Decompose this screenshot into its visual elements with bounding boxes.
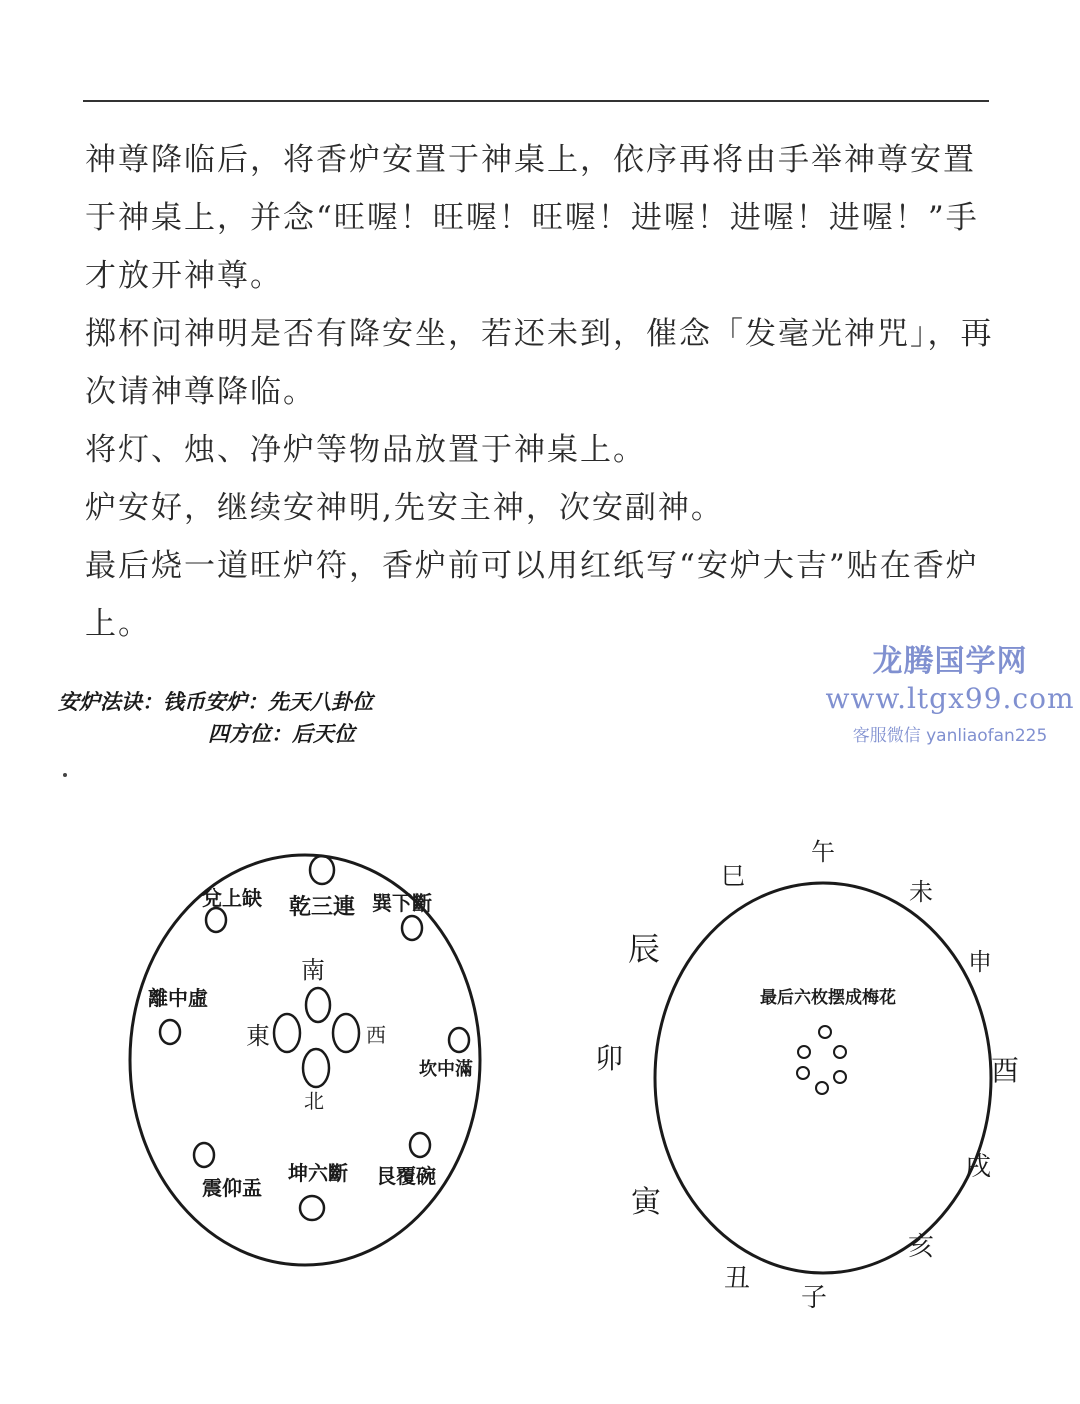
plum-coin-6 xyxy=(816,1082,828,1094)
branch-hai: 亥 xyxy=(907,1232,935,1262)
branch-you: 酉 xyxy=(990,1054,1020,1087)
label-zhen: 震仰盂 xyxy=(202,1176,262,1200)
plum-coin-3 xyxy=(834,1046,846,1058)
label-south: 南 xyxy=(301,956,325,984)
label-west: 西 xyxy=(366,1023,386,1047)
coin-li xyxy=(160,1020,180,1044)
paragraph-5: 最后烧一道旺炉符，香炉前可以用红纸写“安炉大吉”贴在香炉上。 xyxy=(85,548,979,642)
branch-chen: 辰 xyxy=(627,930,661,968)
label-dui: 兌上缺 xyxy=(202,886,262,910)
coin-west xyxy=(333,1014,359,1052)
branch-xu: 戌 xyxy=(964,1152,992,1182)
coin-zhen xyxy=(194,1143,214,1167)
right-diagram-labels xyxy=(595,838,1019,1313)
watermark-wechat: 客服微信 yanliaofan225 xyxy=(852,726,1048,746)
label-plum-center: 最后六枚摆成梅花 xyxy=(760,988,896,1008)
coin-north xyxy=(303,1049,329,1087)
watermark-site: www.ltgx99.com xyxy=(825,682,1075,715)
label-gen: 艮覆碗 xyxy=(376,1164,436,1188)
coin-south xyxy=(306,988,330,1022)
paragraph-1: 神尊降临后，将香炉安置于神桌上，依序再将由手举神尊安置于神桌上，并念“旺喔！旺喔！旺喔！进喔！进喔！进喔！”手才放开神尊。 xyxy=(85,142,979,294)
coin-dui xyxy=(206,908,226,932)
left-diagram-labels xyxy=(148,886,473,1200)
handwritten-note-line2: 四方位：后天位 xyxy=(208,722,355,746)
plum-coin-1 xyxy=(819,1026,831,1038)
right-diagram xyxy=(655,883,991,1273)
coin-kan xyxy=(449,1028,469,1052)
paragraph-3: 将灯、烛、净炉等物品放置于神桌上。 xyxy=(85,432,646,468)
branch-yin: 寅 xyxy=(631,1185,661,1220)
paragraph-4: 炉安好，继续安神明,先安主神，次安副神。 xyxy=(85,490,724,526)
branch-zi: 子 xyxy=(800,1283,828,1313)
right-outer-circle xyxy=(655,883,991,1273)
handwritten-note-line1: 安炉法诀：钱币安炉：先天八卦位 xyxy=(58,690,373,714)
plum-coin-5 xyxy=(834,1071,846,1083)
coin-kun xyxy=(300,1196,324,1220)
branch-wei: 未 xyxy=(909,878,933,906)
branch-si: 巳 xyxy=(721,862,745,890)
coin-qian xyxy=(310,856,334,884)
label-kan: 坎中滿 xyxy=(419,1059,473,1080)
paragraph-2: 掷杯问神明是否有降安坐，若还未到，催念「发毫光神咒」，再次请神尊降临。 xyxy=(85,316,994,410)
label-li: 離中虛 xyxy=(148,986,208,1010)
coin-east xyxy=(274,1014,300,1052)
branch-mao: 卯 xyxy=(594,1042,624,1075)
coin-gen xyxy=(410,1133,430,1157)
branch-shen: 申 xyxy=(968,948,992,976)
coin-xun xyxy=(402,916,422,940)
label-xun: 巽下斷 xyxy=(372,891,432,915)
label-east: 東 xyxy=(246,1022,270,1050)
branch-wu: 午 xyxy=(811,838,835,866)
label-kun: 坤六斷 xyxy=(288,1161,348,1185)
label-qian: 乾三連 xyxy=(288,894,356,920)
label-north: 北 xyxy=(304,1089,324,1113)
branch-chou: 丑 xyxy=(723,1264,751,1294)
plum-coin-2 xyxy=(798,1046,810,1058)
plum-coin-4 xyxy=(797,1067,809,1079)
watermark-name: 龙腾国学网 xyxy=(872,644,1028,679)
